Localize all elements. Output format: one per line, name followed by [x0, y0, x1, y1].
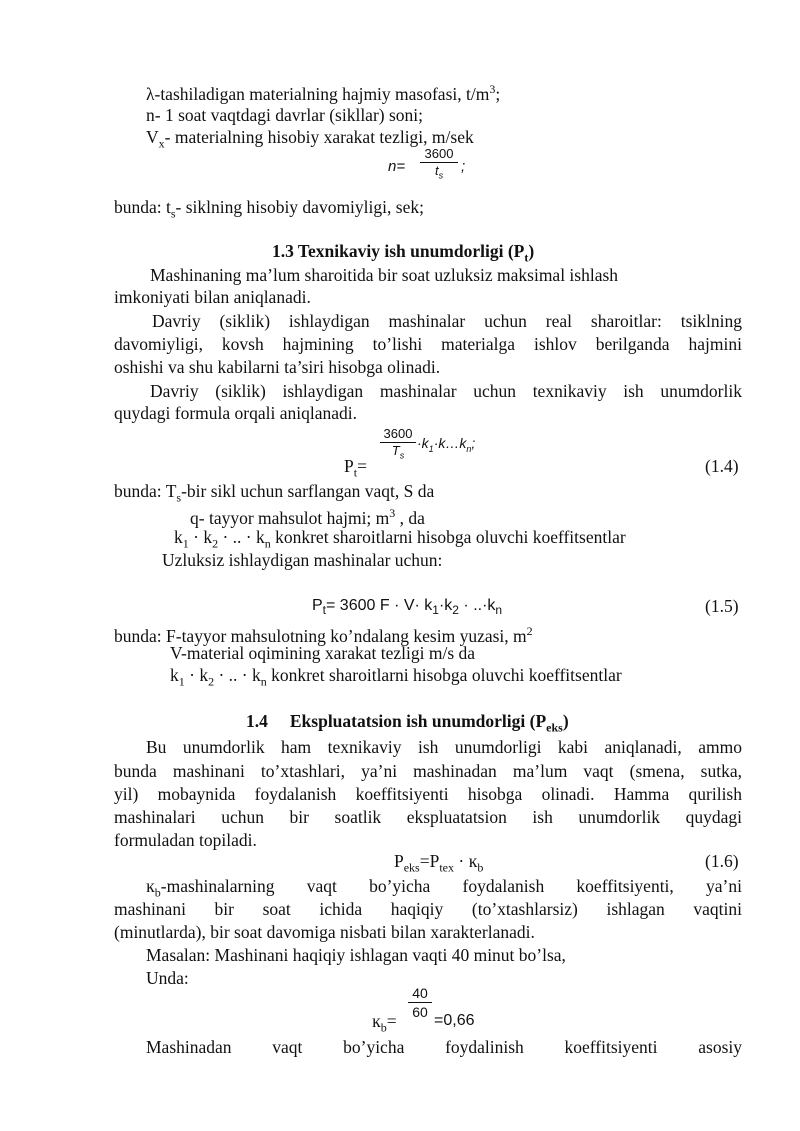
formula-1-6: $P_{eks}=P_{tex}$ · $ĸ_b$ — [394, 851, 484, 875]
formula-kb-lhs: $ĸ_b=$ — [372, 1011, 397, 1035]
text-line-V-material: V-material oqimining xarakat tezligi m/s da — [170, 643, 476, 663]
text-line-continuous: Uzluksiz ishlaydigan mashinalar uchun: — [162, 550, 443, 570]
paragraph-3-line-2: quydagi formula orqali aniqlanadi. — [114, 403, 357, 423]
paragraph-8-line-1: Mashinadan vaqt bo’yicha foydalinish koeffitsiyenti asosiy — [146, 1037, 742, 1057]
text-line-q: q- tayyor mahsulot hajmi; $m^3$ , da — [190, 506, 425, 528]
paragraph-2-line-1: Davriy (siklik) ishlaydigan mashinalar uchun real sharoitlar: tsiklning — [152, 311, 742, 331]
equation-number-1-5: (1.5) — [705, 596, 739, 616]
text-line-Ts: bunda: $T_s$-bir sikl uchun sarflangan vaqt, S da — [114, 481, 435, 505]
formula-1-4-fraction: 3600 $T_s$ — [380, 426, 416, 464]
text-line-k-coefficients-2: $k_1 \cdot k_2$ · .. · $k_n$ konkret sharoitlarni hisobga oluvchi koeffitsentlar — [170, 665, 622, 689]
paragraph-2-line-3: oshishi va shu kabilarni ta’siri hisobga olinadi. — [114, 357, 441, 377]
text-line-vx: $V_x-$ materialning hisobiy xarakat tezligi, m/sek — [146, 127, 474, 151]
paragraph-5-line-3: (minutlarda), bir soat davomiga nisbati bilan xarakterlanadi. — [114, 922, 535, 942]
text-line-k-coefficients-1: $k_1 \cdot k_2$ · .. · $k_n$ konkret sharoitlarni hisobga oluvchi koeffitsentlar — [174, 527, 626, 551]
text-line-lambda: λ-tashiladigan materialning hajmiy masofasi, $t/m^3$; — [146, 82, 501, 104]
formula-kb-fraction: 40 60 — [408, 984, 432, 1021]
paragraph-5-line-2: mashinani bir soat ichida haqiqiy (to’xtashlarsiz) ishlagan vaqtini — [114, 899, 742, 919]
paragraph-5-line-1: $ĸ_b$-mashinalarning vaqt bo’yicha foydalanish koeffitsiyenti, ya’ni — [146, 876, 742, 900]
formula-1-4-factors: $\cdot k_1\cdot k\dots k_n$; — [417, 435, 476, 454]
equation-number-1-6: (1.6) — [705, 851, 739, 871]
formula-1-5: $P_t= 3600$ $F \cdot V\cdot k_1\cdot k_2 \cdot ..\cdot k_n$ — [312, 597, 503, 618]
paragraph-2-line-2: davomiyligi, kovsh hajmining to’lishi materialga ishlov berilganda hajmini — [114, 334, 742, 354]
formula-n-lhs: n= — [388, 158, 406, 175]
text-line-F: bunda: F-tayyor mahsulotning ko’ndalang kesim yuzasi, $m^2$ — [114, 624, 533, 646]
formula-n-end: ; — [461, 158, 466, 175]
paragraph-6: Masalan: Mashinani haqiqiy ishlagan vaqti 40 minut bo’lsa, — [146, 945, 566, 965]
formula-kb-result: =0,66 — [434, 1012, 475, 1029]
paragraph-4-line-4: mashinalari uchun bir soatlik ekspluatatsion ish unumdorlik quydagi — [114, 807, 742, 827]
section-heading-1-3: 1.3 Texnikaviy ish unumdorligi $(P_t)$ — [272, 241, 535, 265]
paragraph-4-line-2: bunda mashinani to’xtashlari, ya’ni mashinadan ma’lum vaqt (smena, sutka, — [114, 761, 742, 781]
text-line-ts: bunda: $t_s-$ siklning hisobiy davomiyligi, sek; — [114, 197, 424, 221]
paragraph-1-line-2: imkoniyati bilan aniqlanadi. — [114, 287, 311, 307]
paragraph-4-line-5: formuladan topiladi. — [114, 830, 257, 850]
paragraph-4-line-3: yil) mobaynida foydalanish koeffitsiyenti hisobga olinadi. Hamma qurilish — [114, 784, 742, 804]
paragraph-4-line-1: Bu unumdorlik ham texnikaviy ish unumdorligi kabi aniqlanadi, ammo — [146, 737, 742, 757]
formula-n-fraction: 3600 $t_s$ — [420, 146, 458, 184]
paragraph-3-line-1: Davriy (siklik) ishlaydigan mashinalar uchun texnikaviy ish unumdorlik — [150, 381, 742, 401]
equation-number-1-4: (1.4) — [705, 456, 739, 476]
paragraph-1-line-1: Mashinaning ma’lum sharoitida bir soat uzluksiz maksimal ishlash — [150, 265, 619, 285]
formula-1-4-lhs: $P_t=$ — [344, 456, 367, 480]
text-line-n: n- 1 soat vaqtdagi davrlar (sikllar) soni; — [146, 105, 424, 125]
section-heading-1-4: 1.4 Ekspluatatsion ish unumdorligi $(P_{eks})$ — [246, 711, 569, 735]
paragraph-7: Unda: — [146, 968, 189, 988]
